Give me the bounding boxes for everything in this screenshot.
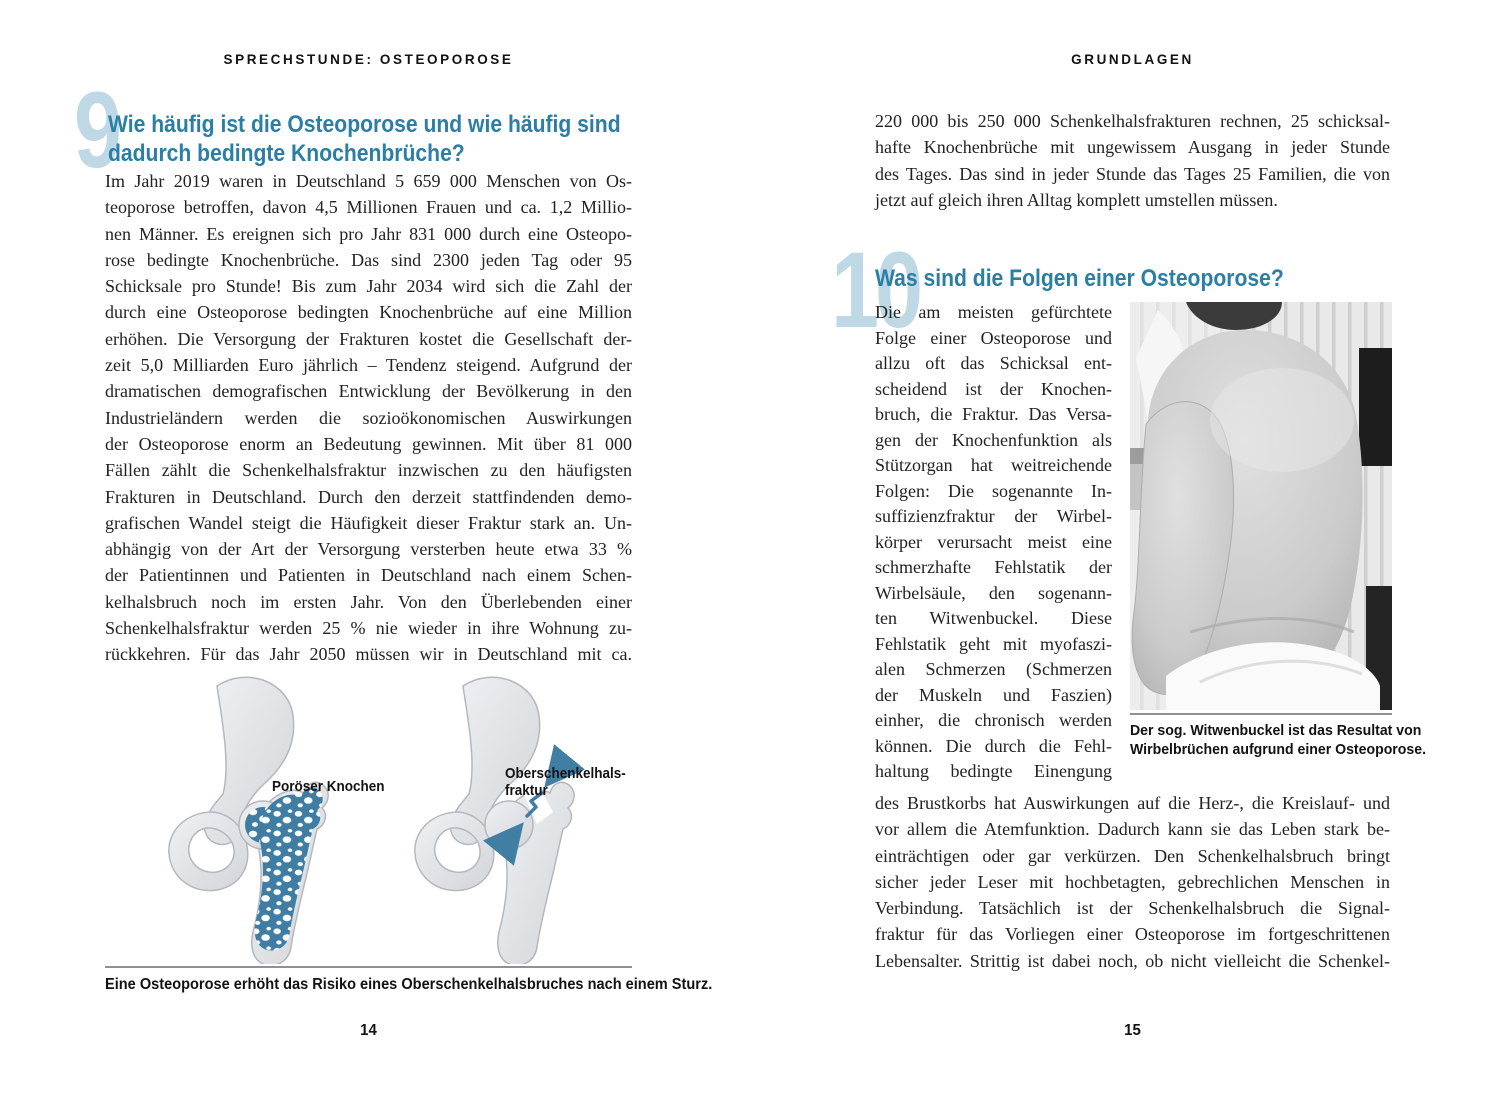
text-line: Frakturen in Deutschland. Durch den derzeit stattfindenden demo- bbox=[105, 486, 632, 507]
figure-caption: Eine Osteoporose erhöht das Risiko eines Oberschenkelhalsbruches nach einem Sturz. bbox=[105, 976, 713, 993]
heading-line: Wie häufig ist die Osteoporose und wie häufig sind bbox=[108, 111, 621, 138]
text-line: Im Jahr 2019 waren in Deutschland 5 659 000 Menschen von Os- bbox=[105, 171, 632, 191]
text-line: schmerzhafte Fehlstatik der bbox=[875, 557, 1112, 577]
text-line: fraktur für das Vorliegen einer Osteoporose im fortgeschrittenen bbox=[875, 924, 1390, 945]
page-number-15: 15 bbox=[1124, 1021, 1141, 1040]
text-line: Wirbelsäule, den sogenann- bbox=[875, 582, 1112, 603]
question-heading-9 bbox=[108, 110, 621, 168]
text-line: erhöhen. Die Versorgung der Frakturen kostet die Gesellschaft der- bbox=[105, 328, 632, 349]
text-line: bruch, die Fraktur. Das Versa- bbox=[875, 404, 1112, 424]
photo-caption-rule bbox=[1130, 713, 1392, 715]
text-line: der Muskeln und Faszien) bbox=[875, 684, 1112, 705]
text-line: einträchtigen oder gar verkürzen. Den Schenkelhalsbruch bringt bbox=[875, 845, 1390, 866]
witwenbuckel-photo-svg bbox=[1130, 302, 1392, 710]
text-line: Folgen: Die sogenannte In- bbox=[875, 480, 1112, 501]
text-line: Stützorgan hat weitreichende bbox=[875, 455, 1112, 475]
witwenbuckel-photo bbox=[1130, 302, 1392, 710]
text-line: allzu oft das Schicksal ent- bbox=[875, 353, 1112, 373]
bottom-text-right bbox=[875, 790, 1390, 974]
text-line: Industrieländern werden die sozioökonomischen Auswirkungen bbox=[105, 407, 632, 428]
body-text-left bbox=[105, 168, 632, 668]
text-line: rose bedingte Knochenbrüche. Das sind 2300 jeden Tag oder 95 bbox=[105, 249, 632, 270]
text-line: durch eine Osteoporose bedingten Knochenbrüche auf eine Million bbox=[105, 302, 632, 323]
text-line: dramatischen demografischen Entwicklung der Bevölkerung in den bbox=[105, 381, 632, 402]
text-line: 220 000 bis 250 000 Schenkelhalsfrakturen rechnen, 25 schicksal- bbox=[875, 111, 1390, 131]
text-line: des Tages. Das sind in jeder Stunde das Tages 25 Familien, die von bbox=[875, 163, 1390, 184]
text-line: ten Witwenbuckel. Diese bbox=[875, 608, 1112, 628]
figure-caption-rule bbox=[105, 966, 632, 968]
text-line: Die am meisten gefürchtete bbox=[875, 302, 1112, 322]
text-line: sicher jeder Leser mit hochbetagten, gebrechlichen Menschen in bbox=[875, 871, 1390, 892]
text-line: können. Die durch die Fehl- bbox=[875, 735, 1112, 756]
heading-line: dadurch bedingte Knochenbrüche? bbox=[108, 140, 465, 167]
text-line: hafte Knochenbrüche mit ungewissem Ausgang in jeder Stunde bbox=[875, 137, 1390, 158]
porous-bone-label: Poröser Knochen bbox=[272, 778, 385, 795]
text-line: Folge einer Osteoporose und bbox=[875, 327, 1112, 348]
text-line: körper verursacht meist eine bbox=[875, 531, 1112, 552]
text-line: nen Männer. Es ereignen sich pro Jahr 831 000 durch eine Osteopo- bbox=[105, 223, 632, 244]
text-line: alen Schmerzen (Schmerzen bbox=[875, 659, 1112, 679]
column-text-right bbox=[875, 300, 1112, 785]
running-head-right: GRUNDLAGEN bbox=[1071, 51, 1194, 68]
text-line: grafischen Wandel steigt die Häufigkeit dieser Fraktur stark an. Un- bbox=[105, 512, 632, 533]
page-number-14: 14 bbox=[360, 1021, 377, 1040]
text-line: Schicksale pro Stunde! Bis zum Jahr 2034 wird sich die Zahl der bbox=[105, 276, 632, 297]
text-line: gen der Knochenfunktion als bbox=[875, 429, 1112, 450]
text-line: rückkehren. Für das Jahr 2050 müssen wir in Deutschland mit ca. bbox=[105, 644, 632, 665]
text-line: suffizienzfraktur der Wirbel- bbox=[875, 506, 1112, 526]
text-line: zeit 5,0 Milliarden Euro jährlich – Tendenz steigend. Aufgrund der bbox=[105, 355, 632, 376]
text-line: Lebensalter. Strittig ist dabei noch, ob nicht vielleicht die Schenkel- bbox=[875, 950, 1390, 971]
question-heading-10: Was sind die Folgen einer Osteoporose? bbox=[875, 265, 1284, 292]
photo-caption: Der sog. Witwenbuckel ist das Resultat von Wirbelbrüchen aufgrund einer Osteoporose. bbox=[1130, 722, 1427, 758]
text-line: vor allem die Atemfunktion. Dadurch kann sie das Leben stark be- bbox=[875, 819, 1390, 840]
intro-text-right bbox=[875, 108, 1390, 213]
text-line: jetzt auf gleich ihren Alltag komplett umstellen müssen. bbox=[875, 189, 1278, 210]
text-line: Fällen zählt die Schenkelhalsfraktur inzwischen zu den häufigsten bbox=[105, 460, 632, 481]
section-number-10: 10 bbox=[831, 229, 920, 350]
hip-bone-svg bbox=[105, 672, 632, 964]
section-number-9: 9 bbox=[74, 69, 119, 190]
text-line: Verbindung. Tatsächlich ist der Schenkelhalsbruch die Signal- bbox=[875, 898, 1390, 919]
text-line: scheidend ist der Knochen- bbox=[875, 378, 1112, 399]
text-line: kelhalsbruch noch im ersten Jahr. Von den Überlebenden einer bbox=[105, 591, 632, 612]
text-line: einher, die chronisch werden bbox=[875, 710, 1112, 730]
fracture-label: Oberschenkelhals- fraktur bbox=[505, 765, 626, 799]
text-line: Schenkelhalsfraktur werden 25 % nie wieder in ihre Wohnung zu- bbox=[105, 618, 632, 639]
text-line: des Brustkorbs hat Auswirkungen auf die Herz-, die Kreislauf- und bbox=[875, 793, 1390, 813]
running-head-left: SPRECHSTUNDE: OSTEOPOROSE bbox=[223, 51, 514, 68]
text-line: der Patientinnen und Patienten in Deutschland nach einem Schen- bbox=[105, 565, 632, 586]
text-line: teoporose betroffen, davon 4,5 Millionen Frauen und ca. 1,2 Millio- bbox=[105, 197, 632, 218]
text-line: haltung bedingte Einengung bbox=[875, 761, 1112, 781]
text-line: abhängig von der Art der Versorgung versterben heute etwa 33 % bbox=[105, 539, 632, 560]
hip-bone-illustration bbox=[105, 672, 632, 964]
text-line: der Osteoporose enorm an Bedeutung gewinnen. Mit über 81 000 bbox=[105, 433, 632, 454]
text-line: Fehlstatik geht mit myofaszi- bbox=[875, 633, 1112, 654]
